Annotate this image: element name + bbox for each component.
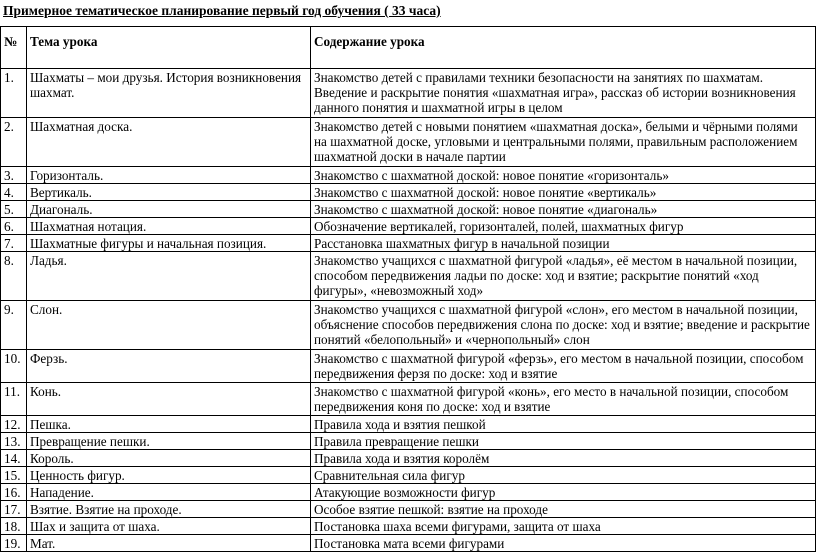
row-number: 16. [1,484,27,501]
lesson-plan-table [0,26,816,552]
row-topic: Пешка. [27,416,311,433]
row-number: 8. [1,252,27,301]
row-content: Знакомство учащихся с шахматной фигурой «слон», его местом в начальной позиции, объяснение способов передвижения слона по доске: ход и взятие; введение и раскрытие понятий «белопольный» и «чернопольный» слон [311,301,816,350]
row-topic: Превращение пешки. [27,433,311,450]
row-content: Правила хода и взятия пешкой [311,416,816,433]
row-topic: Ценность фигур. [27,467,311,484]
row-topic: Ферзь. [27,350,311,383]
row-content: Атакующие возможности фигур [311,484,816,501]
row-number: 15. [1,467,27,484]
table-row [1,167,816,184]
row-number: 18. [1,518,27,535]
table-row [1,184,816,201]
row-content: Расстановка шахматных фигур в начальной позиции [311,235,816,252]
row-topic: Конь. [27,383,311,416]
row-content: Особое взятие пешкой: взятие на проходе [311,501,816,518]
row-topic: Горизонталь. [27,167,311,184]
table-row [1,218,816,235]
row-content: Знакомство учащихся с шахматной фигурой «ладья», её местом в начальной позиции, способом передвижения ладьи по доске: ход и взятие; раскрытие понятий «ход фигуры», «невозможный ход» [311,252,816,301]
row-number: 14. [1,450,27,467]
table-header-row [1,27,816,69]
row-topic: Шахматная доска. [27,118,311,167]
row-number: 1. [1,69,27,118]
table-row [1,350,816,383]
row-content: Знакомство детей с правилами техники безопасности на занятиях по шахматам. Введение и раскрытие понятия «шахматная игра», рассказ об истории возникновения данного понятия и шахматной игры в целом [311,69,816,118]
table-row [1,252,816,301]
row-topic: Вертикаль. [27,184,311,201]
row-number: 13. [1,433,27,450]
table-row [1,484,816,501]
table-row [1,69,816,118]
row-content: Постановка шаха всеми фигурами, защита от шаха [311,518,816,535]
row-topic: Шах и защита от шаха. [27,518,311,535]
row-topic: Ладья. [27,252,311,301]
row-topic: Шахматные фигуры и начальная позиция. [27,235,311,252]
row-number: 6. [1,218,27,235]
row-content: Сравнительная сила фигур [311,467,816,484]
table-row [1,118,816,167]
row-number: 2. [1,118,27,167]
row-topic: Диагональ. [27,201,311,218]
row-number: 3. [1,167,27,184]
row-number: 11. [1,383,27,416]
row-topic: Король. [27,450,311,467]
table-row [1,501,816,518]
row-topic: Шахматная нотация. [27,218,311,235]
row-content: Знакомство с шахматной доской: новое понятие «вертикаль» [311,184,816,201]
table-row [1,433,816,450]
row-number: 5. [1,201,27,218]
row-topic: Слон. [27,301,311,350]
row-topic: Взятие. Взятие на проходе. [27,501,311,518]
table-row [1,518,816,535]
row-content: Правила превращение пешки [311,433,816,450]
row-topic: Шахматы – мои друзья. История возникновения шахмат. [27,69,311,118]
row-number: 12. [1,416,27,433]
row-content: Знакомство с шахматной фигурой «ферзь», его местом в начальной позиции, способом передвижения ферзя по доске: ход и взятие [311,350,816,383]
table-row [1,383,816,416]
row-content: Знакомство детей с новыми понятием «шахматная доска», белыми и чёрными полями на шахматной доске, угловыми и центральными полями, правильным расположением шахматной доски в начале партии [311,118,816,167]
header-number: № [1,27,27,69]
table-row [1,467,816,484]
table-row [1,416,816,433]
row-content: Постановка мата всеми фигурами [311,535,816,552]
row-content: Знакомство с шахматной фигурой «конь», его место в начальной позиции, способом передвижения коня по доске: ход и взятие [311,383,816,416]
row-number: 4. [1,184,27,201]
row-number: 7. [1,235,27,252]
row-content: Знакомство с шахматной доской: новое понятие «горизонталь» [311,167,816,184]
header-content: Содержание урока [311,27,816,69]
row-content: Знакомство с шахматной доской: новое понятие «диагональ» [311,201,816,218]
header-topic: Тема урока [27,27,311,69]
row-number: 17. [1,501,27,518]
row-content: Правила хода и взятия королём [311,450,816,467]
row-number: 19. [1,535,27,552]
table-row [1,201,816,218]
table-row [1,535,816,552]
row-number: 9. [1,301,27,350]
table-row [1,301,816,350]
document-title: Примерное тематическое планирование первый год обучения ( 33 часа) [3,3,441,18]
table-row [1,235,816,252]
row-topic: Нападение. [27,484,311,501]
row-content: Обозначение вертикалей, горизонталей, полей, шахматных фигур [311,218,816,235]
row-number: 10. [1,350,27,383]
table-row [1,450,816,467]
row-topic: Мат. [27,535,311,552]
